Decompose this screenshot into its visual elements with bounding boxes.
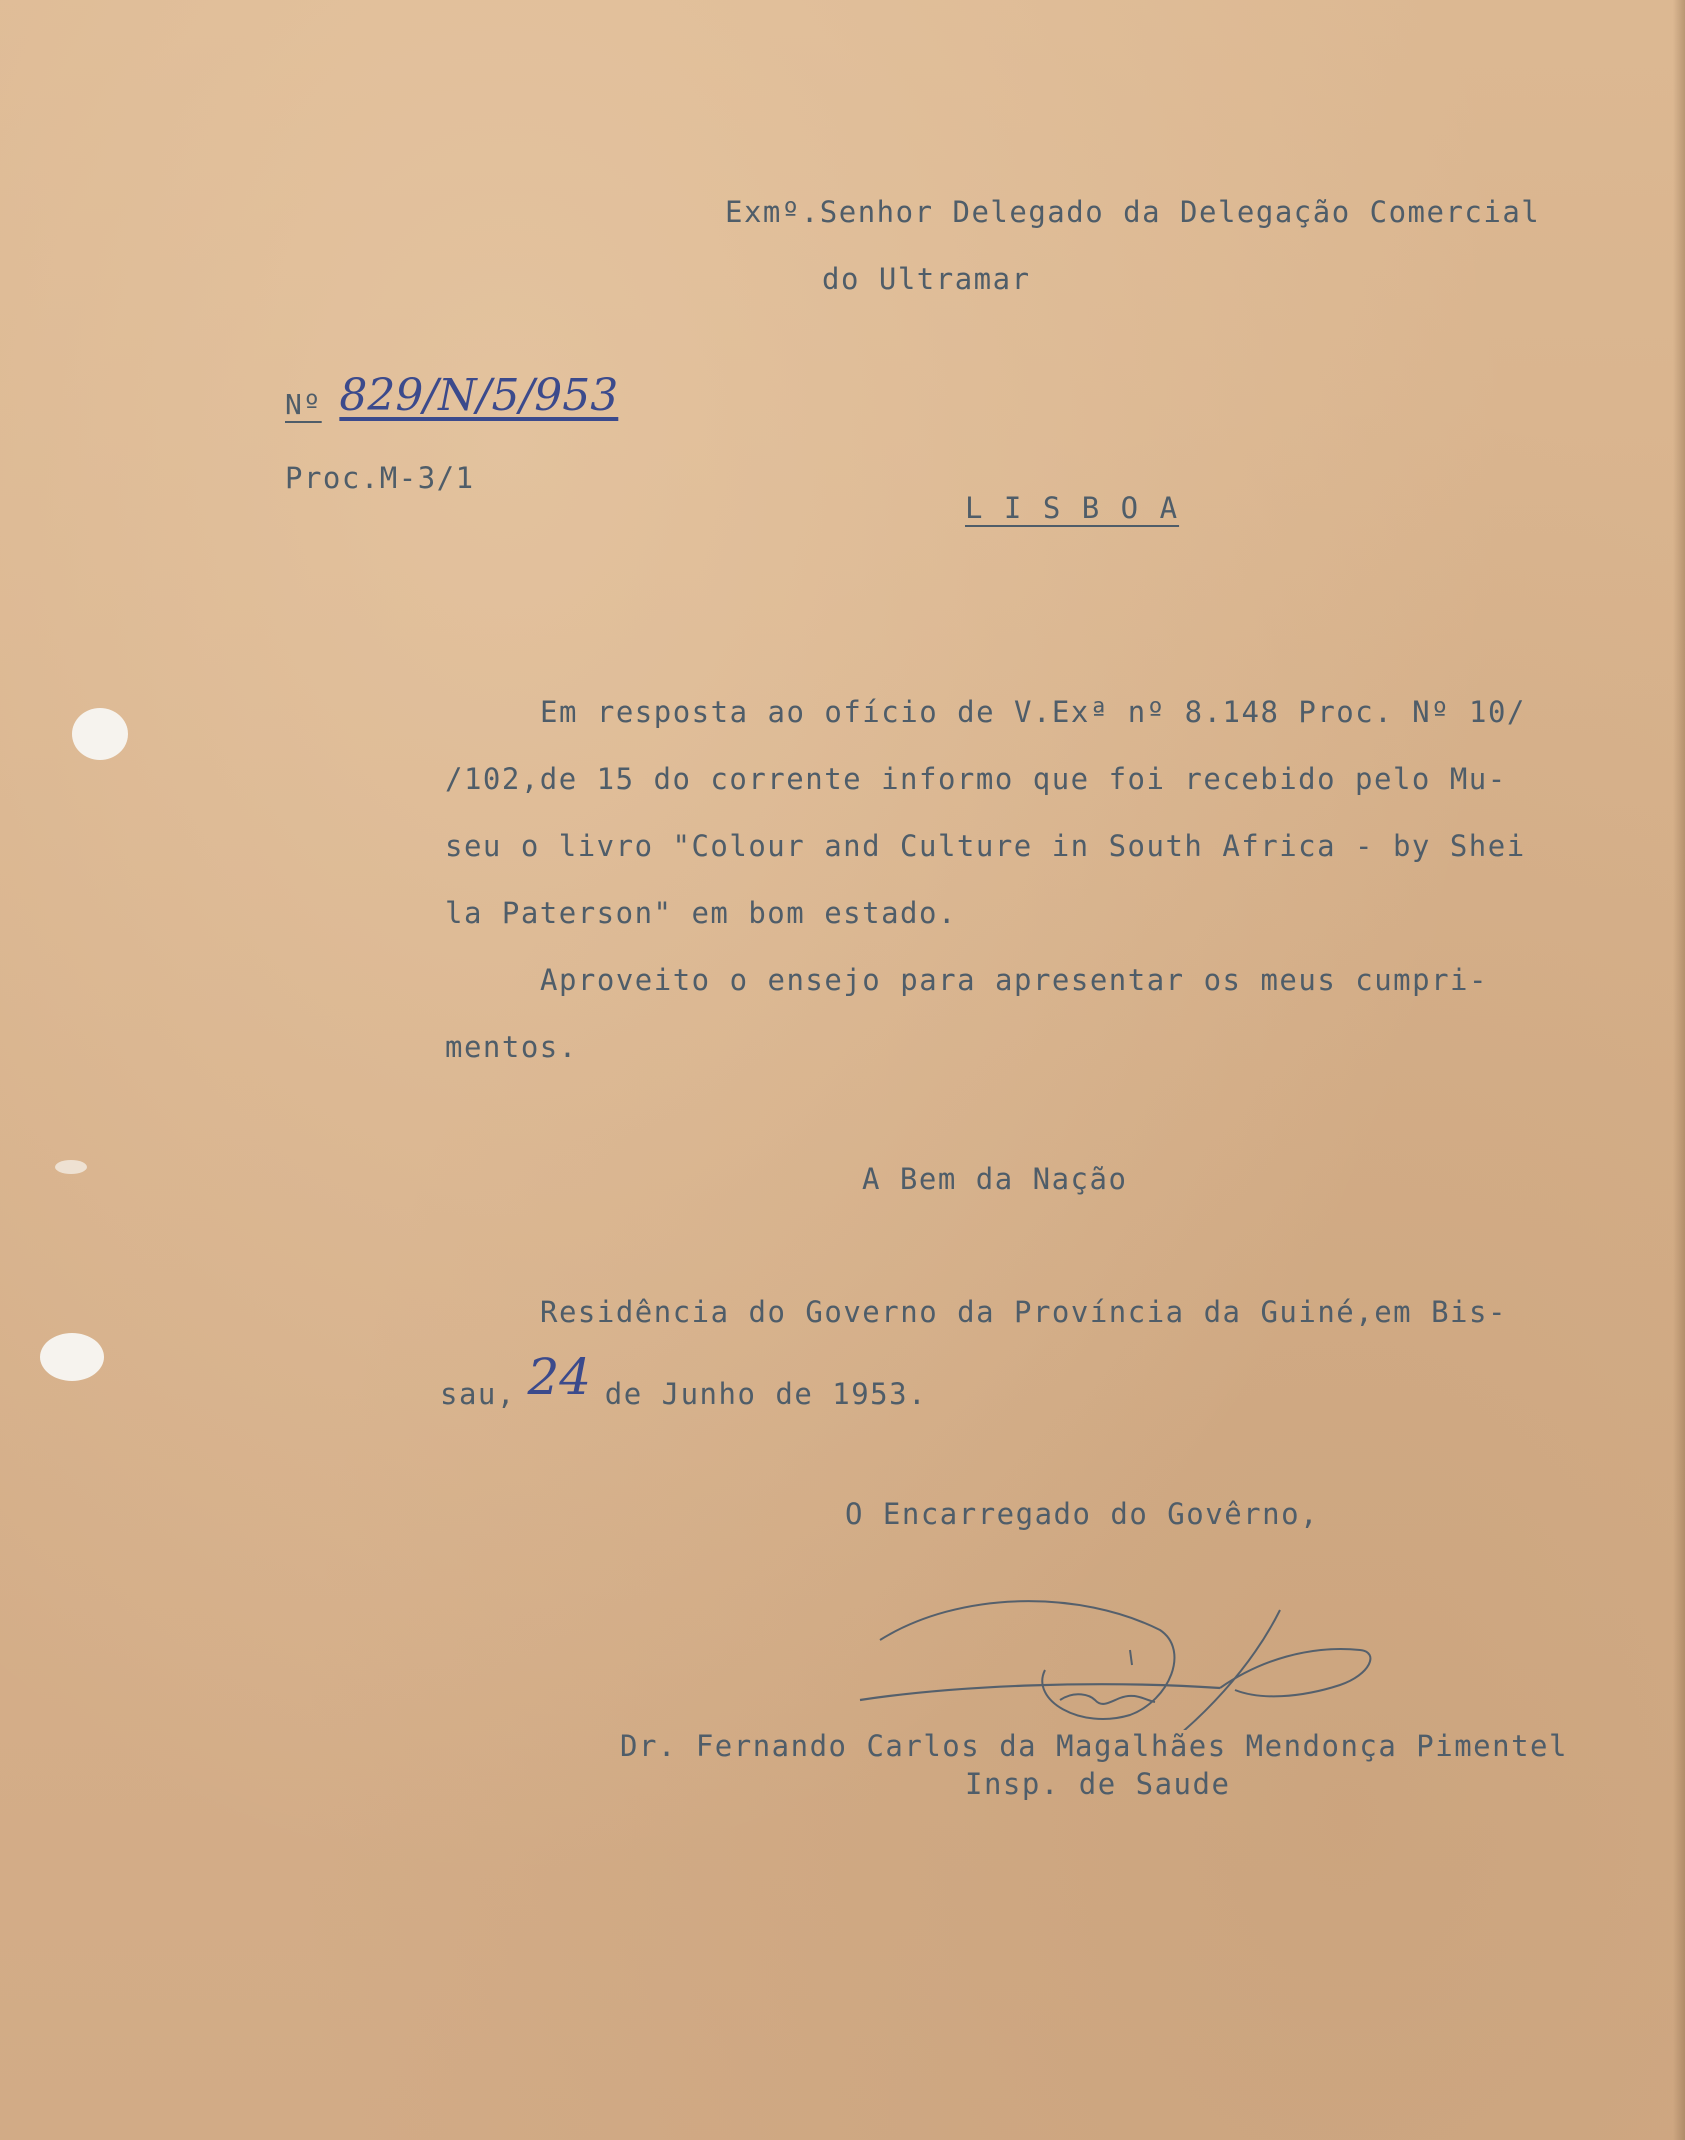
reference-number (285, 370, 619, 422)
closing-salutation: A Bem da Nação (862, 1162, 1128, 1196)
body-line-2: /102,de 15 do corrente informo que foi recebido pelo Mu- (445, 762, 1507, 796)
addressee-line-2: do Ultramar (822, 262, 1031, 296)
punch-hole-top (72, 708, 128, 760)
place-date-line-1: Residência do Governo da Província da Guiné,em Bis- (540, 1295, 1507, 1329)
body-line-3: seu o livro "Colour and Culture in South Africa - by Shei (445, 829, 1526, 863)
handwritten-day: 24 (527, 1348, 592, 1406)
place-date-line-2 (440, 1348, 928, 1411)
page-edge-shadow (1673, 0, 1685, 2140)
body-line-4: la Paterson" em bom estado. (445, 896, 957, 930)
body-line-1: Em resposta ao ofício de V.Exª nº 8.148 Proc. Nº 10/ (540, 695, 1526, 729)
signatory-title: Insp. de Saude (965, 1767, 1231, 1801)
signatory-role: O Encarregado do Govêrno, (845, 1497, 1319, 1531)
addressee-city: L I S B O A (965, 491, 1180, 525)
addressee-line-1: Exmº.Senhor Delegado da Delegação Comercial (725, 195, 1541, 229)
reference-number-prefix: Nº (285, 388, 322, 421)
tear-mark (55, 1160, 87, 1174)
body-line-5: Aproveito o ensejo para apresentar os meus cumpri- (540, 963, 1488, 997)
place-date-prefix: sau, (440, 1377, 516, 1411)
place-date-suffix: de Junho de 1953. (604, 1377, 928, 1411)
reference-number-handwritten: 829/N/5/953 (339, 370, 619, 421)
signatory-name: Dr. Fernando Carlos da Magalhães Mendonça Pimentel (620, 1729, 1568, 1763)
punch-hole-bottom (40, 1333, 104, 1381)
process-reference: Proc.M-3/1 (285, 461, 475, 495)
signature-scribble (840, 1550, 1400, 1730)
body-line-6: mentos. (445, 1030, 578, 1064)
